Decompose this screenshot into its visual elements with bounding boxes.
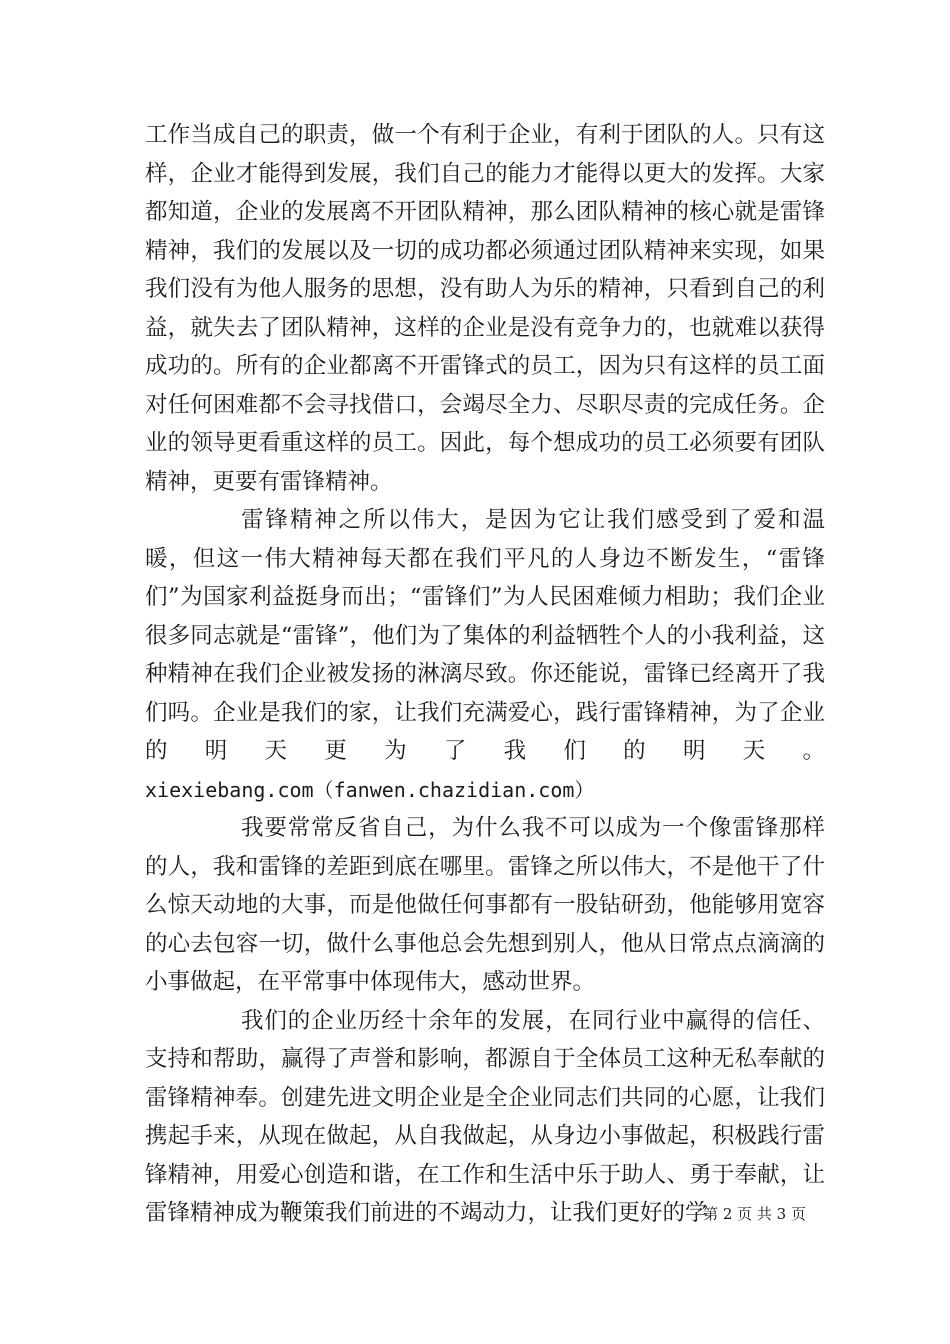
source-url: xiexiebang.com（fanwen.chazidian.com） [145, 777, 595, 802]
paragraph-2: 雷锋精神之所以伟大，是因为它让我们感受到了爱和温暖，但这一伟大精神每天都在我们平凡的人身边不断发生，“雷锋们”为国家利益挺身而出；“雷锋们”为人民困难倾力相助；我们企业很多同志就是“雷锋”，他们为了集体的利益牺牲个人的小我利益，这种精神在我们企业被发扬的淋漓尽致。你还能说，雷锋已经离开了我们吗。企业是我们的家，让我们充满爱心，践行雷锋精神，为了企业的明天更为了我们的明天。 [145, 507, 825, 764]
paragraph-3: 我要常常反省自己，为什么我不可以成为一个像雷锋那样的人，我和雷锋的差距到底在哪里。雷锋之所以伟大，不是他干了什么惊天动地的大事，而是他做任何事都有一股钻研劲，他能够用宽容的心去包容一切，做什么事他总会先想到别人，他从日常点点滴滴的小事做起，在平常事中体现伟大，感动世界。 [145, 815, 825, 995]
paragraph-1: 工作当成自己的职责，做一个有利于企业，有利于团队的人。只有这样，企业才能得到发展，我们自己的能力才能得以更大的发挥。大家都知道，企业的发展离不开团队精神，那么团队精神的核心就是雷锋精神，我们的发展以及一切的成功都必须通过团队精神来实现，如果我们没有为他人服务的思想，没有助人为乐的精神，只看到自己的利益，就失去了团队精神，这样的企业是没有竞争力的，也就难以获得成功的。所有的企业都离不开雷锋式的员工，因为只有这样的员工面对任何困难都不会寻找借口，会竭尽全力、尽职尽责的完成任务。企业的领导更看重这样的员工。因此，每个想成功的员工必须要有团队精神，更要有雷锋精神。 [145, 122, 825, 495]
paragraph-2-url [145, 771, 825, 810]
paragraph-4: 我们的企业历经十余年的发展，在同行业中赢得的信任、支持和帮助，赢得了声誉和影响，都源自于全体员工这种无私奉献的雷锋精神奉。创建先进文明企业是全企业同志们共同的心愿，让我们携起手来，从现在做起，从自我做起，从身边小事做起，积极践行雷锋精神，用爱心创造和谐，在工作和生活中乐于助人、勇于奉献，让雷锋精神成为鞭策我们前进的不竭动力，让我们更好的学 [145, 1007, 825, 1226]
page-number: 第 2 页 共 3 页 [703, 1205, 806, 1223]
document-body [145, 116, 825, 1233]
